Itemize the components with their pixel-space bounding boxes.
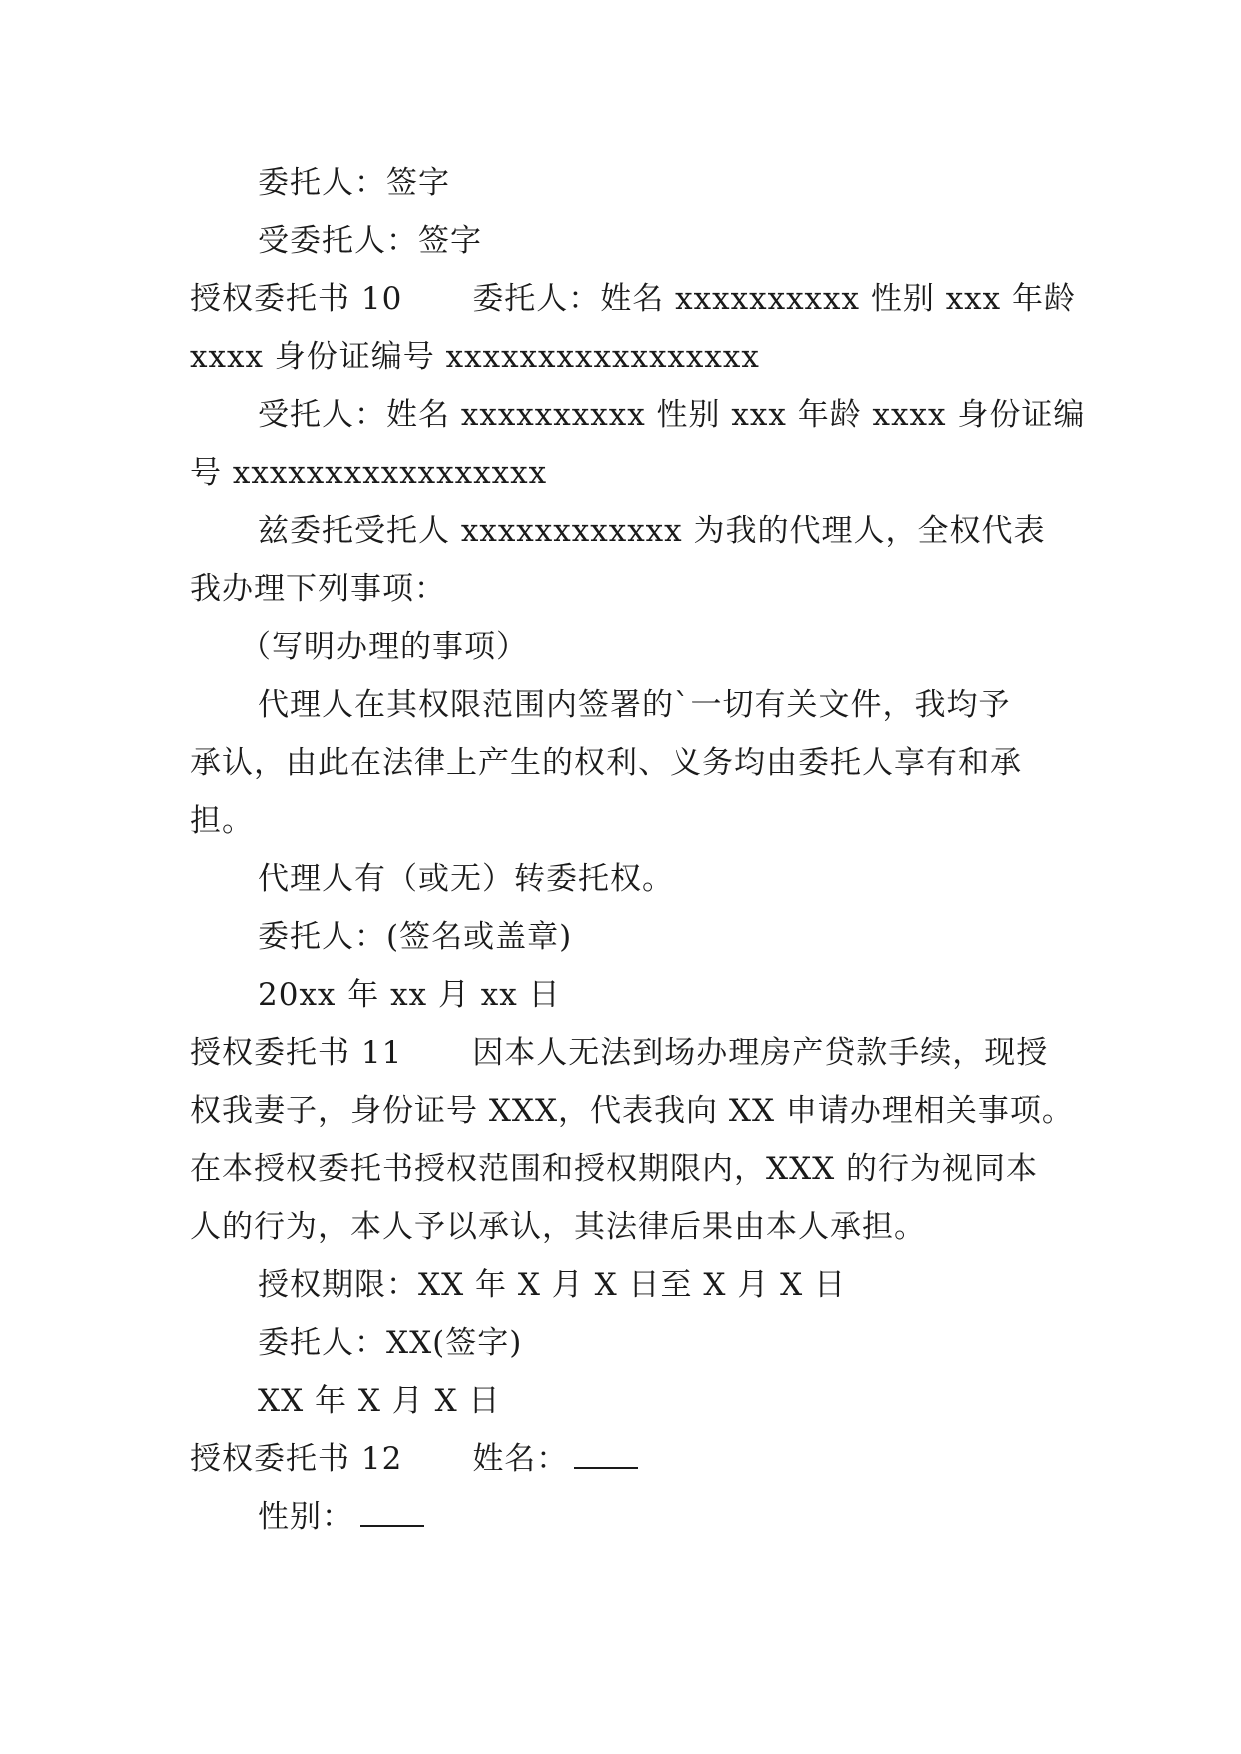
section-heading-12: 授权委托书 12 xyxy=(190,1441,403,1477)
text-segment: 委托人：姓名 xxxxxxxxxx 性别 xxx 年龄 xyxy=(472,281,1077,317)
text-line: 担。 xyxy=(190,803,254,839)
text-line xyxy=(258,1497,424,1537)
text-line: 代理人有（或无）转委托权。 xyxy=(258,861,674,897)
text-line: 人的行为，本人予以承认，其法律后果由本人承担。 xyxy=(190,1209,926,1245)
text-line: 授权期限：XX 年 X 月 X 日至 X 月 X 日 xyxy=(258,1267,847,1303)
text-line: 代理人在其权限范围内签署的`一切有关文件，我均予 xyxy=(258,687,1011,723)
text-line: （写明办理的事项） xyxy=(240,629,528,665)
text-line: xxxx 身份证编号 xxxxxxxxxxxxxxxxx xyxy=(190,339,760,375)
text-line: 承认，由此在法律上产生的权利、义务均由委托人享有和承 xyxy=(190,745,1022,781)
text-segment: 因本人无法到场办理房产贷款手续，现授 xyxy=(472,1035,1049,1071)
text-line: 委托人：签字 xyxy=(258,165,450,201)
text-line: 号 xxxxxxxxxxxxxxxxx xyxy=(190,455,548,491)
section-heading-10: 授权委托书 10 xyxy=(190,281,403,317)
text-line: 兹委托受托人 xxxxxxxxxxxx 为我的代理人，全权代表 xyxy=(258,513,1046,549)
text-line: 委托人：XX(签字) xyxy=(258,1325,523,1361)
name-label: 姓名： xyxy=(472,1441,569,1477)
text-line xyxy=(190,1033,1048,1073)
text-line xyxy=(190,279,1076,319)
gender-blank xyxy=(360,1503,424,1527)
text-line: 20xx 年 xx 月 xx 日 xyxy=(258,977,561,1013)
gender-label: 性别： xyxy=(258,1499,354,1535)
name-blank xyxy=(574,1445,638,1469)
text-line: 我办理下列事项： xyxy=(190,571,446,607)
text-line: 受托人：姓名 xxxxxxxxxx 性别 xxx 年龄 xxxx 身份证编 xyxy=(258,397,1086,433)
text-line: 权我妻子，身份证号 XXX，代表我向 XX 申请办理相关事项。 xyxy=(190,1093,1074,1129)
text-line: 受委托人：签字 xyxy=(258,223,482,259)
text-line xyxy=(190,1439,638,1479)
text-line: XX 年 X 月 X 日 xyxy=(258,1383,501,1419)
text-line: 委托人：(签名或盖章) xyxy=(258,919,573,955)
section-heading-11: 授权委托书 11 xyxy=(190,1035,403,1071)
text-line: 在本授权委托书授权范围和授权期限内，XXX 的行为视同本 xyxy=(190,1151,1039,1187)
